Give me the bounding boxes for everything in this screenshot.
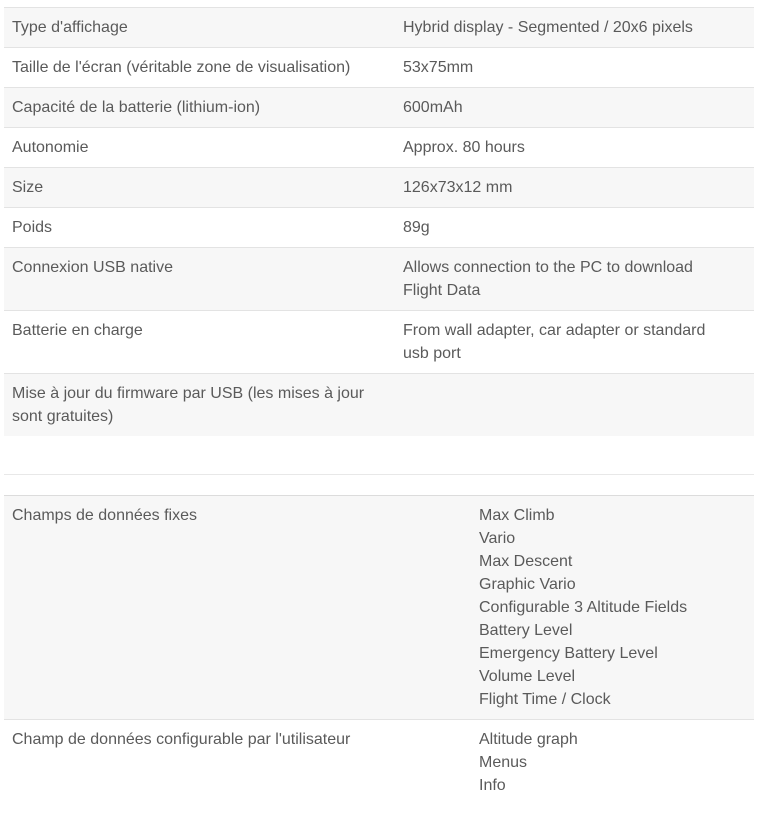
configurable-field-label: Champ de données configurable par l'utilisateur <box>12 731 351 748</box>
spec-value: Approx. 80 hours <box>403 139 525 156</box>
table-row <box>4 128 754 168</box>
list-item: Flight Time / Clock <box>479 691 611 708</box>
divider <box>4 474 754 475</box>
table-row <box>4 496 754 720</box>
list-item: Configurable 3 Altitude Fields <box>479 599 688 616</box>
list-item: Altitude graph <box>479 731 578 748</box>
table-row <box>4 8 754 48</box>
list-item: Vario <box>479 530 516 547</box>
table-row <box>4 48 754 88</box>
list-item: Max Climb <box>479 507 555 524</box>
fixed-fields-label: Champs de données fixes <box>12 507 197 524</box>
table-row <box>4 248 754 311</box>
list-item: Max Descent <box>479 553 573 570</box>
configurable-field-list <box>471 720 754 806</box>
table-row <box>4 168 754 208</box>
spec-label: Batterie en charge <box>12 322 143 339</box>
spec-value: 600mAh <box>403 99 463 116</box>
list-item: Battery Level <box>479 622 573 639</box>
spec-label: Autonomie <box>12 139 89 156</box>
spec-label: Connexion USB native <box>12 259 173 276</box>
spec-value: Allows connection to the PC to download Flight Data <box>403 259 693 299</box>
table-row <box>4 720 754 806</box>
list-item: Menus <box>479 754 528 771</box>
table-row <box>4 208 754 248</box>
fixed-fields-list <box>471 496 754 720</box>
list-item: Info <box>479 777 506 794</box>
spec-value: From wall adapter, car adapter or standard usb port <box>403 322 706 362</box>
spec-value <box>395 374 754 437</box>
list-item: Emergency Battery Level <box>479 645 658 662</box>
table-row <box>4 374 754 437</box>
spec-label: Poids <box>12 219 53 236</box>
spec-label: Size <box>12 179 44 196</box>
spec-value: 126x73x12 mm <box>403 179 513 196</box>
spec-value: Hybrid display - Segmented / 20x6 pixels <box>403 19 693 36</box>
spec-value: 53x75mm <box>403 59 474 76</box>
spec-label: Type d'affichage <box>12 19 128 36</box>
list-item: Graphic Vario <box>479 576 576 593</box>
table-row <box>4 311 754 374</box>
spec-label: Capacité de la batterie (lithium-ion) <box>12 99 261 116</box>
spec-label: Taille de l'écran (véritable zone de visualisation) <box>12 59 351 76</box>
spec-label: Mise à jour du firmware par USB (les mises à jour sont gratuites) <box>12 385 365 425</box>
specifications-table <box>4 7 754 436</box>
table-row <box>4 88 754 128</box>
data-fields-table <box>4 495 754 805</box>
spec-value: 89g <box>403 219 430 236</box>
list-item: Volume Level <box>479 668 576 685</box>
